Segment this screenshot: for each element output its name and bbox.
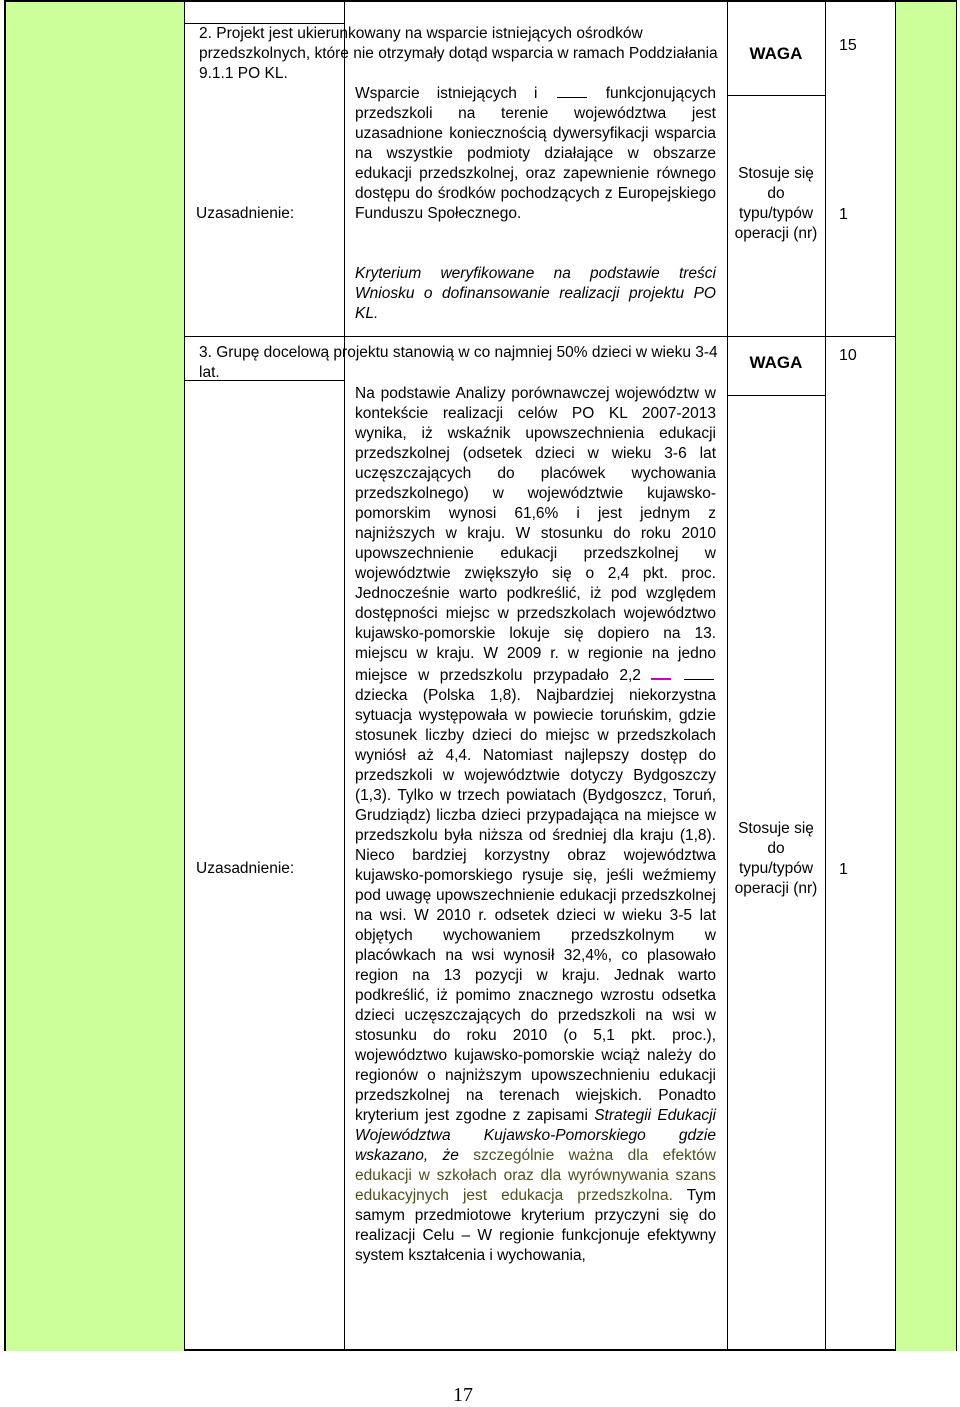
criterion-3-heading: 3. Grupę docelową projektu stanowią w co najmniej 50% dzieci w wieku 3-4 lat. bbox=[199, 344, 718, 381]
paragraph-2-quote: szczególnie ważna dla efektów edukacji w szkołach oraz dla wyrównywania szans edukacyjnych jest edukacja przedszkolna. bbox=[355, 1147, 716, 1204]
criterion-3-waga: WAGA bbox=[749, 353, 803, 372]
criterion-2-note: Kryterium weryfikowane na podstawie treści Wniosku o dofinansowanie realizacji projektu PO KL. bbox=[355, 265, 716, 322]
paragraph-1-part-b: dziecka (Polska 1,8). Najbardziej niekorzystna sytuacja występowała w powiecie toruńskim, gdzie stosunek liczby dzieci do miejsc w przedszkolach wyniósł aż 4,4. Natomiast najlepszy dostęp do przedszkoli w województwie dotyczy Bydgoszczy (1,3). Tylko w trzech powiatach (Bydgoszcz, Toruń, Grudziądz) liczba dzieci przypadająca na miejsce w przedszkolu była niższa od średniej dla kraju (1,8). Nieco bardziej korzystny obraz województwa kujawsko-pomorskiego rysuje się, jeśli weźmiemy pod uwagę upowszechnienie edukacji przedszkolnej na wsi. W 2010 r. odsetek dzieci w wieku 3-5 lat objętych wychowaniem przedszkolnym w placówkach na wsi wynosił 32,4%, co plasowało region na 13 pozycji w kraju. Jednak warto podkreślić, iż pomimo znacznego wzrostu odsetka dzieci uczęszczających do przedszkoli na wsi w stosunku do roku 2010 (o 5,1 pkt. proc.), województwo kujawsko-pomorskie wciąż należy do regionów o najniższym upowszechnieniu edukacji przedszkolnej na terenach wiejskich. bbox=[355, 687, 716, 1104]
column-divider bbox=[344, 2, 345, 1351]
criterion-2-applies: Stosuje się do typu/typów operacji (nr) bbox=[734, 165, 818, 242]
body-part-a: Wsparcie istniejących i bbox=[355, 85, 538, 102]
left-margin-column bbox=[6, 2, 185, 1351]
row-divider bbox=[727, 395, 825, 396]
body-part-b: funkcjonujących przedszkoli na terenie województwa jest uzasadnione koniecznością dywersyfikacji wsparcia na wszystkie podmioty działające w obszarze edukacji przedszkolnej, oraz zapewnienie równego dostępu do środków pochodzących z Europejskiego Funduszu Społecznego. bbox=[355, 85, 716, 222]
page-number: 17 bbox=[453, 1384, 473, 1406]
criterion-2-body bbox=[355, 84, 716, 224]
criterion-3-body bbox=[355, 384, 716, 1266]
highlight-mark bbox=[651, 664, 671, 680]
paragraph-2-part-a: Ponadto kryterium jest zgodne z zapisami bbox=[355, 1087, 716, 1124]
blank-line bbox=[684, 671, 714, 680]
row-divider bbox=[184, 336, 895, 337]
row-divider bbox=[727, 95, 825, 96]
criterion-3-type-value: 1 bbox=[839, 861, 848, 878]
column-divider bbox=[825, 2, 826, 1351]
paragraph-1-part-a: Na podstawie Analizy porównawczej województw w kontekście realizacji celów PO KL 2007-2013 wynika, iż wskaźnik upowszechnienia edukacji przedszkolnej (odsetek dzieci w wieku 3-6 lat uczęszczających do placówek wychowania przedszkolnego) w województwie kujawsko-pomorskim wynosi 61,6% i jest jednym z najniższych w kraju. W stosunku do roku 2010 upowszechnienie edukacji przedszkolnej w województwie zwiększyło się o 2,4 pkt. proc. Jednocześnie warto podkreślić, iż pod względem dostępności miejsc w przedszkolach województwo kujawsko-pomorskie lokuje się dopiero na 13. miejscu w kraju. W 2009 r. w regionie na jedno miejsce w przedszkolu przypadało 2,2 bbox=[355, 385, 716, 684]
criterion-2-label: Uzasadnienie: bbox=[196, 205, 295, 222]
right-margin-column bbox=[895, 2, 956, 1351]
blank-line bbox=[557, 89, 587, 98]
criterion-2-heading: 2. Projekt jest ukierunkowany na wsparcie istniejących ośrodków przedszkolnych, które nie otrzymały dotąd wsparcia w ramach Poddziałania 9.1.1 PO KL. bbox=[199, 25, 718, 82]
paragraph-2-italic: Strategii Edukacji Województwa Kujawsko-Pomorskiego gdzie wskazano, że bbox=[355, 1107, 716, 1164]
paragraph-2-part-b: Tym samym przedmiotowe kryterium przyczyni się do realizacji Celu – W regionie funkcjonuje efektywny system kształcenia i wychowania, bbox=[355, 1187, 716, 1264]
criterion-2-type-value: 1 bbox=[839, 206, 848, 223]
criterion-2-waga: WAGA bbox=[749, 44, 803, 63]
criterion-3-label: Uzasadnienie: bbox=[196, 860, 295, 877]
criterion-2-weight-value: 15 bbox=[839, 37, 857, 54]
criterion-3-applies: Stosuje się do typu/typów operacji (nr) bbox=[734, 820, 818, 897]
column-divider bbox=[727, 2, 728, 1351]
criterion-3-weight-value: 10 bbox=[839, 347, 857, 364]
